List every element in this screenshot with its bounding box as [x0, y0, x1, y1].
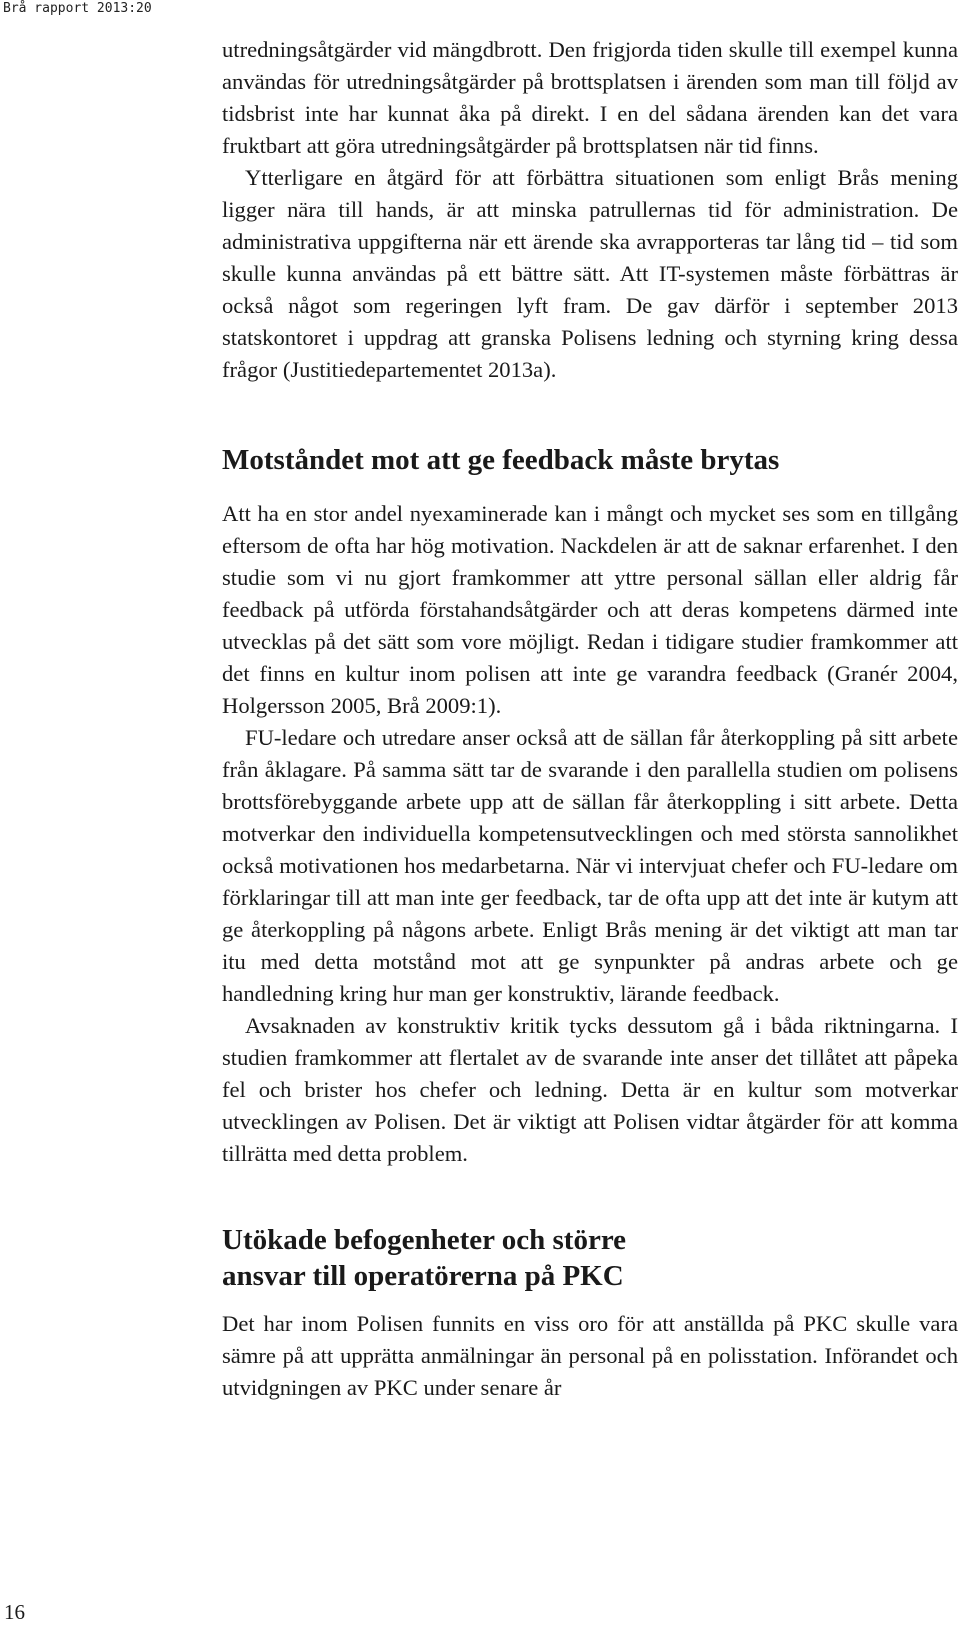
page-number: 16	[4, 1600, 25, 1624]
paragraph: Det har inom Polisen funnits en viss oro för att anställda på PKC skulle vara sämre på att upprätta anmälningar än personal på en polisstation. Införandet och utvidgningen av PKC under senare år	[222, 1311, 958, 1400]
paragraph-continued: utredningsåtgärder vid mängdbrott. Den frigjorda tiden skulle till exempel kunna användas för utredningsåtgärder på brottsplatsen i ärenden som man till följd av tidsbrist inte har kunnat åka på direkt. I en del sådana ärenden kan det vara fruktbart att göra utredningsåtgärder på brottsplatsen när tid finns.	[222, 37, 958, 158]
paragraph: Ytterligare en åtgärd för att förbättra situationen som enligt Brås mening ligger nära till hands, är att minska patrullernas tid för administration. De administrativa uppgifterna när ett ärende ska avrapporteras tar lång tid – tid som skulle kunna användas på ett bättre sätt. Att IT-systemen måste förbättras är också något som regeringen lyft fram. De gav därför i september 2013 statskontoret i uppdrag att granska Polisens ledning och styrning kring dessa frågor (Justitiedepartementet 2013a).	[222, 165, 958, 382]
paragraph: FU-ledare och utredare anser också att de sällan får återkoppling på sitt arbete från åklagare. På samma sätt tar de svarande i den parallella studien om polisens brottsförebyggande arbete upp att de sällan får återkoppling i sitt arbete. Detta motverkar den individuella kompetensutvecklingen och med största sannolikhet också motivationen hos medarbetarna. När vi intervjuat chefer och FU-ledare om förklaringar till att man inte ger feedback, tar de ofta upp att det inte är kutym att ge återkoppling på någons arbete. Enligt Brås mening är det viktigt att man tar itu med detta motstånd mot att ge synpunkter på andras arbete och ge handledning kring hur man ger konstruktiv, lärande feedback.	[222, 725, 958, 1006]
paragraph: Avsaknaden av konstruktiv kritik tycks dessutom gå i båda riktningarna. I studien framkommer att flertalet av de svarande inte anser det tillåtet att påpeka fel och brister hos chefer och ledning. Detta är en kultur som motverkar utvecklingen av Polisen. Det är viktigt att Polisen vidtar åtgärder för att komma tillrätta med detta problem.	[222, 1013, 958, 1166]
section-heading-pkc	[222, 1222, 958, 1294]
section-heading-feedback: Motståndet mot att ge feedback måste brytas	[222, 444, 780, 476]
section-heading-pkc-line2: ansvar till operatörerna på PKC	[222, 1260, 624, 1292]
page-body	[222, 34, 958, 1404]
running-header: Brå rapport 2013:20	[3, 1, 152, 16]
section-heading-pkc-line1: Utökade befogenheter och större	[222, 1224, 627, 1256]
paragraph: Att ha en stor andel nyexaminerade kan i mångt och mycket ses som en tillgång eftersom de ofta har hög motivation. Nackdelen är att de saknar erfarenhet. I den studie som vi nu gjort framkommer att yttre personal sällan eller aldrig får feedback på utförda förstahandsåtgärder och att deras kompetens därmed inte utvecklas på det sätt som vore möjligt. Redan i tidigare studier framkommer att det finns en kultur inom polisen att inte ge varandra feedback (Granér 2004, Holgersson 2005, Brå 2009:1).	[222, 501, 958, 718]
